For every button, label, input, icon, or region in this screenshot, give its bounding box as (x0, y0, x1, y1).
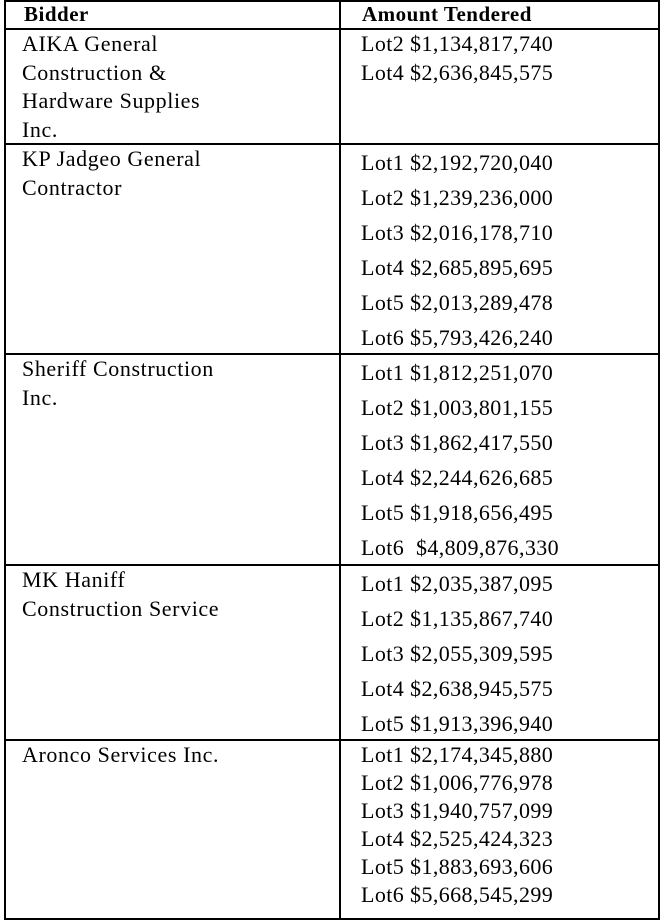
lot-amount: Lot3 $2,055,309,595 (361, 641, 554, 666)
lot-amount: Lot1 $1,812,251,070 (361, 360, 554, 385)
tender-table (4, 0, 660, 920)
column-divider (339, 0, 341, 920)
bidder-name-line: AIKA General (22, 31, 159, 56)
amount-cell (361, 355, 559, 565)
lot-amount: Lot6 $5,793,426,240 (361, 325, 554, 350)
bidder-name-line: KP Jadgeo General (22, 146, 202, 171)
lot-amount: Lot4 $2,638,945,575 (361, 676, 554, 701)
lot-amount: Lot5 $1,913,396,940 (361, 711, 554, 736)
lot-amount: Lot5 $2,013,289,478 (361, 290, 554, 315)
bidder-name-line: Inc. (22, 384, 58, 410)
bidder-name-line: MK Haniff (22, 567, 126, 592)
amount-cell (361, 741, 553, 909)
bidder-cell (22, 145, 201, 202)
lot-amount: Lot2 $1,006,776,978 (361, 770, 554, 795)
bidder-cell (22, 355, 214, 412)
amount-cell (361, 145, 553, 355)
lot-amount: Lot6 $5,668,545,299 (361, 882, 554, 907)
lot-amount: Lot5 $1,918,656,495 (361, 500, 554, 525)
lot-amount: Lot4 $2,636,845,575 (361, 59, 554, 85)
bidder-cell (22, 566, 219, 623)
lot-amount: Lot2 $1,003,801,155 (361, 395, 554, 420)
lot-amount: Lot4 $2,244,626,685 (361, 465, 554, 490)
bidder-cell (22, 741, 219, 770)
lot-amount: Lot3 $1,940,757,099 (361, 798, 554, 823)
lot-amount: Lot3 $2,016,178,710 (361, 220, 554, 245)
bidder-name-line: Inc. (22, 116, 58, 142)
bidder-cell (22, 30, 200, 144)
amount-cell (361, 566, 553, 741)
lot-amount: Lot2 $1,239,236,000 (361, 185, 554, 210)
bidder-name-line: Hardware Supplies (22, 88, 201, 113)
bidder-name-line: Construction & (22, 59, 167, 85)
lot-amount: Lot3 $1,862,417,550 (361, 430, 554, 455)
header-bidder: Bidder (24, 2, 89, 26)
lot-amount: Lot4 $2,685,895,695 (361, 255, 554, 280)
lot-amount: Lot6 $4,809,876,330 (361, 535, 560, 560)
lot-amount: Lot2 $1,134,817,740 (361, 31, 554, 56)
bidder-name-line: Construction Service (22, 595, 220, 621)
amount-cell (361, 30, 553, 87)
lot-amount: Lot1 $2,192,720,040 (361, 150, 554, 175)
lot-amount: Lot2 $1,135,867,740 (361, 606, 554, 631)
lot-amount: Lot1 $2,174,345,880 (361, 742, 554, 767)
header-amount-tendered: Amount Tendered (362, 2, 532, 26)
lot-amount: Lot4 $2,525,424,323 (361, 826, 554, 851)
lot-amount: Lot5 $1,883,693,606 (361, 854, 554, 879)
bidder-name-line: Sheriff Construction (22, 356, 214, 381)
bidder-name-line: Aronco Services Inc. (22, 742, 220, 767)
lot-amount: Lot1 $2,035,387,095 (361, 571, 554, 596)
bidder-name-line: Contractor (22, 174, 123, 200)
